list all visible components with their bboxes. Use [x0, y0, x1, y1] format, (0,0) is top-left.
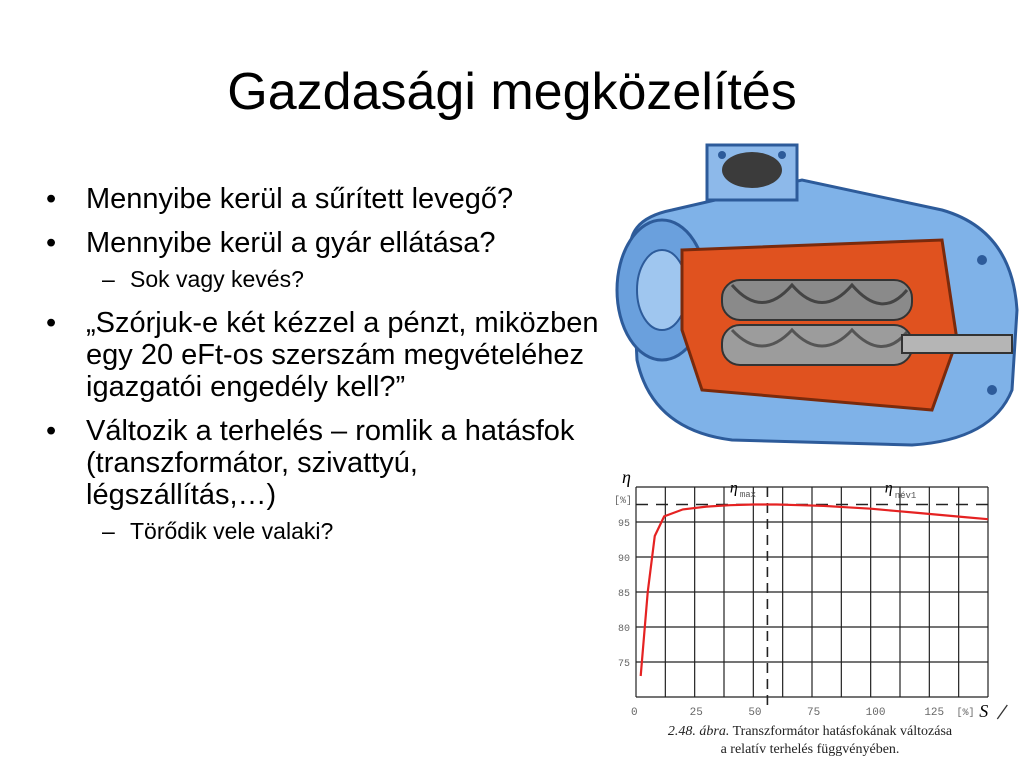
eta-nevl-subscript: név1 [894, 491, 917, 502]
figure-caption [600, 723, 1020, 759]
y-tick-label: 75 [618, 659, 631, 670]
y-tick-label: 95 [618, 519, 631, 530]
bullet-item: • „Szórjuk-e két kézzel a pénzt, miközben egy 20 eFt-os szerszám megvételéhez igazgatói engedély kell?” [46, 307, 606, 403]
efficiency-line [641, 505, 988, 677]
x-tick-label: 75 [807, 707, 821, 719]
y-axis-symbol: η [622, 467, 631, 487]
caption-line1: Transzformátor hatásfokának változása [732, 724, 953, 739]
caption-figure-number: 2.48. ábra. [667, 724, 730, 739]
y-tick-label: 90 [618, 554, 631, 565]
eta-max-label: η [729, 479, 738, 497]
bullet-item: • Változik a terhelés – romlik a hatásfok (transzformátor, szivattyú, légszállítás,…) [46, 415, 606, 511]
x-axis-unit: [%] [956, 708, 975, 719]
eta-nevl-label: η [884, 479, 893, 497]
sub-bullet-item: – Törődik vele valaki? [46, 517, 606, 545]
x-axis-arrow [997, 705, 1007, 719]
x-axis-symbol: S [979, 701, 989, 721]
y-tick-label: 85 [618, 589, 631, 600]
caption-line2: a relatív terhelés függvényében. [720, 742, 900, 757]
x-tick-label: 25 [689, 707, 703, 719]
x-tick-label: 50 [748, 707, 762, 719]
bullet-list [46, 183, 606, 559]
screw-compressor-illustration [612, 140, 1024, 460]
sub-bullet-item: – Sok vagy kevés? [46, 265, 606, 293]
x-tick-label: 0 [631, 707, 638, 719]
eta-max-subscript: max [739, 489, 757, 500]
bullet-item: • Mennyibe kerül a gyár ellátása? [46, 227, 606, 259]
y-axis-unit: [%] [614, 496, 633, 507]
y-tick-label: 80 [618, 624, 631, 635]
bullet-item: • Mennyibe kerül a sűrített levegő? [46, 183, 606, 215]
x-tick-label: 100 [865, 707, 886, 719]
x-tick-label: 125 [924, 707, 945, 719]
slide-title: Gazdasági megközelítés [227, 63, 797, 121]
